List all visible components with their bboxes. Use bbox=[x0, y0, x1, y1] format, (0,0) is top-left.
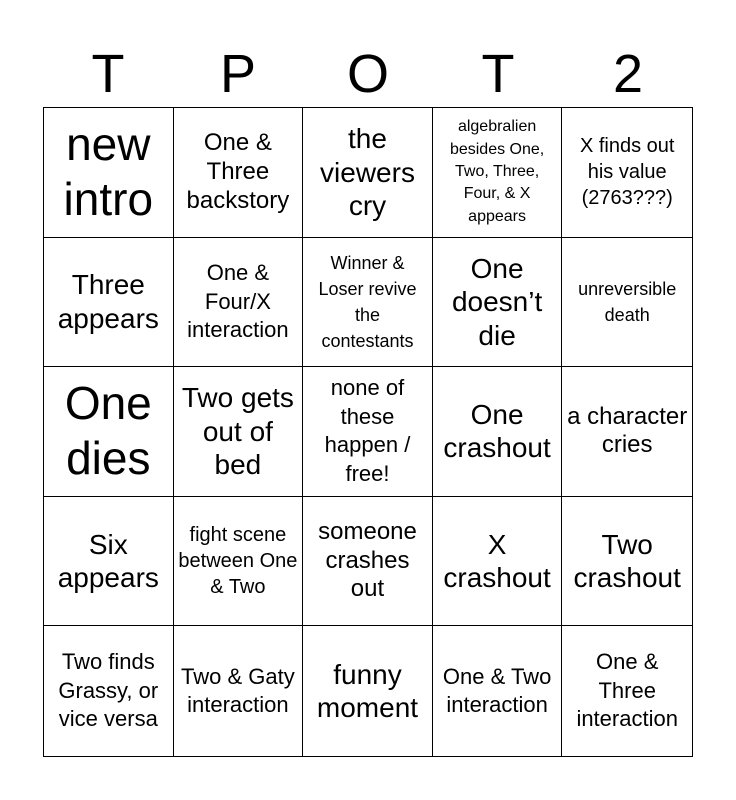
bingo-cell[interactable] bbox=[174, 238, 304, 368]
bingo-cell-text: unreversible death bbox=[578, 278, 677, 325]
bingo-cell[interactable] bbox=[562, 238, 692, 368]
bingo-cell-text: One & Three backstory bbox=[186, 129, 290, 214]
bingo-cell-text: someone crashes out bbox=[318, 517, 417, 603]
bingo-cell-text: algebralien besides One, Two, Three, Four, & X appears bbox=[449, 118, 545, 225]
bingo-cell-text: funny moment bbox=[316, 658, 419, 724]
bingo-cell-text: none of these happen / free! bbox=[324, 375, 411, 487]
bingo-cell-text: X finds out his value (2763???) bbox=[579, 135, 675, 210]
bingo-cell[interactable] bbox=[433, 238, 563, 368]
bingo-cell-text: One & Two interaction bbox=[442, 663, 552, 718]
bingo-cell-text: One crashout bbox=[443, 398, 551, 464]
bingo-cell-text: a character cries bbox=[567, 402, 688, 459]
bingo-cell[interactable] bbox=[174, 108, 304, 238]
bingo-cell[interactable] bbox=[44, 367, 174, 497]
bingo-cell-text: the viewers cry bbox=[320, 122, 415, 222]
bingo-cell-text: Six appears bbox=[57, 528, 159, 594]
bingo-cell[interactable] bbox=[433, 497, 563, 627]
header-letter-5: 2 bbox=[612, 44, 644, 104]
bingo-cell-text: One & Four/X interaction bbox=[187, 260, 289, 343]
bingo-cell[interactable] bbox=[433, 108, 563, 238]
bingo-cell[interactable] bbox=[303, 626, 433, 756]
bingo-header bbox=[43, 44, 693, 104]
bingo-cell[interactable] bbox=[562, 626, 692, 756]
bingo-cell-text: Two gets out of bed bbox=[181, 382, 294, 481]
bingo-cell[interactable] bbox=[44, 497, 174, 627]
bingo-cell-text: One dies bbox=[64, 377, 152, 485]
bingo-cell[interactable] bbox=[562, 497, 692, 627]
bingo-cell[interactable] bbox=[174, 367, 304, 497]
header-letter-4: T bbox=[481, 44, 515, 104]
bingo-cell[interactable] bbox=[303, 367, 433, 497]
bingo-cell[interactable] bbox=[44, 626, 174, 756]
bingo-cell-text: X crashout bbox=[443, 528, 551, 594]
bingo-cell[interactable] bbox=[174, 497, 304, 627]
bingo-board bbox=[43, 107, 693, 757]
bingo-cell[interactable] bbox=[433, 626, 563, 756]
bingo-cell-text: Two finds Grassy, or vice versa bbox=[58, 649, 159, 732]
bingo-cell-text: Winner & Loser revive the contestants bbox=[318, 252, 417, 351]
bingo-cell-text: Two & Gaty interaction bbox=[181, 663, 295, 718]
bingo-cell[interactable] bbox=[174, 626, 304, 756]
bingo-cell-text: Two crashout bbox=[573, 528, 681, 594]
header-letter-1: T bbox=[91, 44, 125, 104]
bingo-cell[interactable] bbox=[44, 238, 174, 368]
bingo-cell-text: fight scene between One & Two bbox=[178, 524, 298, 599]
bingo-cell-text: One & Three interaction bbox=[576, 649, 678, 732]
header-letter-3: O bbox=[346, 44, 389, 104]
bingo-cell[interactable] bbox=[303, 238, 433, 368]
bingo-cell[interactable] bbox=[303, 108, 433, 238]
bingo-cell[interactable] bbox=[562, 108, 692, 238]
bingo-cell-text: Three appears bbox=[57, 269, 159, 334]
bingo-cell[interactable] bbox=[303, 497, 433, 627]
bingo-cell[interactable] bbox=[433, 367, 563, 497]
bingo-cell[interactable] bbox=[44, 108, 174, 238]
header-letter-2: P bbox=[219, 44, 257, 104]
bingo-cell-text: new intro bbox=[63, 118, 154, 226]
bingo-cell[interactable] bbox=[562, 367, 692, 497]
bingo-cell-text: One doesn’t die bbox=[451, 252, 543, 351]
